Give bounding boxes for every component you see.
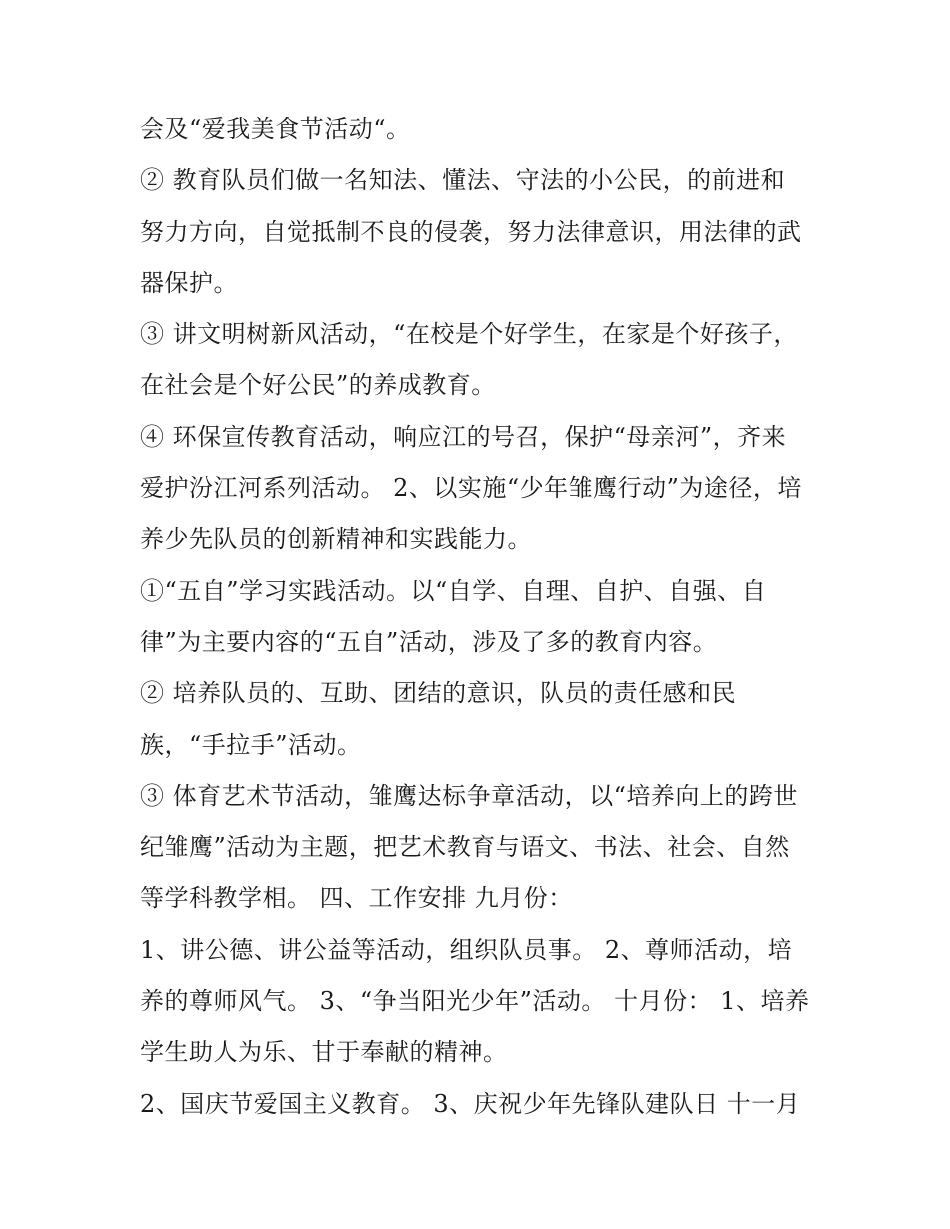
text-line: 纪雏鹰”活动为主题，把艺术教育与语文、书法、社会、自然 bbox=[140, 833, 790, 862]
text-line: ② 教育队员们做一名知法、懂法、守法的小公民，的前进和 bbox=[140, 166, 786, 195]
text-line: 养少先队员的创新精神和实践能力。 bbox=[140, 525, 532, 554]
text-line: ② 培养队员的、互助、团结的意识，队员的责任感和民 bbox=[140, 679, 737, 708]
text-line: ④ 环保宣传教育活动，响应江的号召，保护“母亲河”，齐来 bbox=[140, 422, 787, 451]
text-line: ③ 体育艺术节活动，雏鹰达标争章活动，以“培养向上的跨世 bbox=[140, 781, 798, 810]
text-line: 爱护汾江河系列活动。 2、以实施“少年雏鹰行动”为途径，培 bbox=[140, 474, 802, 503]
text-line: 在社会是个好公民”的养成教育。 bbox=[140, 371, 496, 400]
text-line: 等学科教学相。 四、工作安排 九月份： bbox=[140, 884, 573, 913]
text-line: 律”为主要内容的“五自”活动，涉及了多的教育内容。 bbox=[140, 627, 718, 656]
text-line: 2、国庆节爱国主义教育。 3、庆祝少年先锋队建队日 十一月 bbox=[140, 1089, 801, 1118]
text-line: 学生助人为乐、甘于奉献的精神。 bbox=[140, 1038, 508, 1067]
text-line: 1、讲公德、讲公益等活动，组织队员事。 2、尊师活动，培 bbox=[140, 935, 793, 964]
text-line: 养的尊师风气。 3、“争当阳光少年”活动。 十月份： 1、培养 bbox=[140, 987, 810, 1016]
text-line: 器保护。 bbox=[140, 268, 238, 297]
text-line: 会及“爱我美食节活动“。 bbox=[140, 115, 411, 143]
text-line: ①“五自”学习实践活动。以“自学、自理、自护、自强、自 bbox=[140, 576, 767, 605]
document-body bbox=[140, 108, 820, 1134]
text-line: 努力方向，自觉抵制不良的侵袭，努力法律意识，用法律的武 bbox=[140, 217, 802, 246]
text-line: 族，“手拉手”活动。 bbox=[140, 730, 362, 759]
text-line: ③ 讲文明树新风活动，“在校是个好学生，在家是个好孩子， bbox=[140, 320, 798, 349]
